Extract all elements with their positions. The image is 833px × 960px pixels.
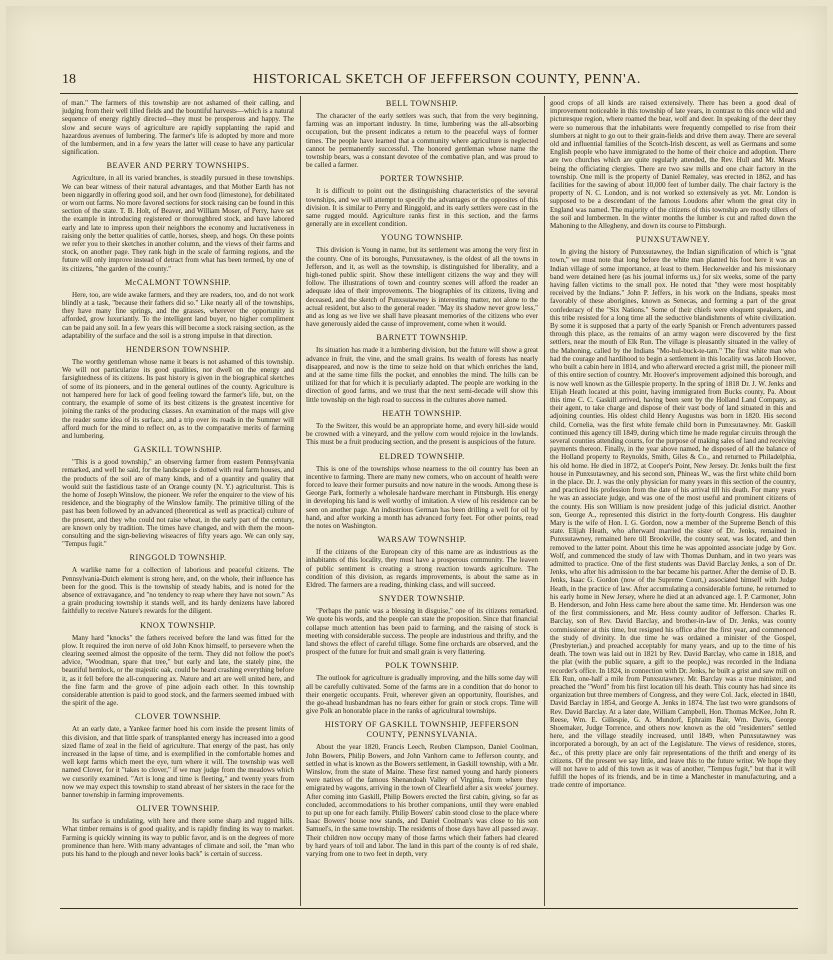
section-heading: RINGGOLD TOWNSHIP. (129, 553, 227, 563)
section-heading: McCALMONT TOWNSHIP. (125, 277, 231, 287)
section-heading: CLOVER TOWNSHIP. (135, 712, 221, 722)
paragraph: A warlike name for a collection of laborious and peaceful citizens. The Pennsylvania-Dutch element is strong here, and, on the whole, their influence has been for the good. This is the township of steady habits, and is noted for the absence of extravagance, and "no tendency to reap where they have not sown." As a grain producing township it stands well, and its hardy denizens have labored faithfully to receive Nature's rewards for the diligent. (62, 566, 294, 616)
section-heading: HEATH TOWNSHIP. (382, 408, 462, 418)
paragraph: Agriculture, in all its varied branches, is steadily pursued in these townships. We can bear witness of their natural advantages, and that Mother Earth has not been niggardly in offering good soil, and her own food (limestone), for debilitated or worn out farms. No more favored sections for stock raising can be found in this section of the state. T. B. Holt, of Beaver, and William Moser, of Perry, have set the example in introducing registered or thoroughbred stock, and have labored early and late to impress upon their neighbors the economy and lucrativeness in raising only the better qualities of cattle, horses, sheep, and hogs. On these points we refer you to their sketches in another column, and the views of their farms and stock, on another page. They rank high in the scale of farming regions, and the future will only improve instead of detract from what has been termed, by one of its citizens, "the garden of the county." (62, 174, 294, 273)
section-heading: BELL TOWNSHIP. (385, 99, 459, 108)
paragraph: To the Switzer, this would be an appropriate home, and every hill-side would be crowned with a vineyard, and the yellow corn would rejoice in the lowlands. This must be a fruit producing section, and the present is auspicious of the future. (306, 421, 538, 447)
column-2 (306, 99, 538, 905)
section-heading: HISTORY OF GASKILL TOWNSHIP, JEFFERSON COUNTY, PENNSYLVANIA. (324, 720, 520, 740)
paragraph: It is difficult to point out the distinguishing characteristics of the several townships, and we will attempt to specify the advantages or the opposites of this division. It is similar to Perry and Ringgold, and its early settlers were cast in the same rugged mould. Agriculture ranks first in this section, and the farms generally are in excellent condition. (306, 187, 538, 229)
section-heading: SNYDER TOWNSHIP. (379, 594, 465, 604)
paragraph: At an early date, a Yankee farmer hoed his corn inside the present limits of this division, and that little spark of transplanted energy has increased into a good sized flame of zeal in the field of agriculture. That energy of the past, has only increased in the lapse of time, and is exemplified in the comfortable homes and well kept farms which meet the eye, turn where it will. The township was well named Clover, for it "takes to clover," if we may judge from the meadows which we cursorily examined. "Art is long and time is fleeting," and twenty years from now we may expect this township to stand abreast of her sisters in the race for the banner township in farming improvements. (62, 725, 294, 800)
paragraph: The character of the early settlers was such, that from the very beginning, farming was an important industry. In time, lumbering was the all-absorbing occupation, but the present indicates a return to the peaceful ways of former times. The people have learned that a community where agriculture is neglected cannot be permanently successful. The honored gentleman whose name the township bears, was a constant devotee of the combative plan, and was proud to be called a farmer. (306, 112, 538, 170)
paragraph: This is one of the townships whose nearness to the oil country has been an incentive to farming. There are many new comers, who on account of health were forced to leave their former pursuits and now nature in the woods. Among these is George Park, formerly a wholesale hardware merchant in Pittsburgh. His energy in developing his land is well worthy of imitation. A view of his residence can be seen on another page. An industrious German has been drilling a well for oil by hand, and after working a month has advanced forty feet. For other points, read the notes on Washington. (306, 464, 538, 530)
footer-rule (60, 908, 798, 909)
section-heading: OLIVER TOWNSHIP. (136, 804, 220, 814)
section-heading: PORTER TOWNSHIP. (379, 174, 465, 184)
header-rule (60, 93, 798, 94)
section-heading: POLK TOWNSHIP. (385, 661, 459, 671)
paragraph: good crops of all kinds are raised extensively. There has been a good deal of improvement noticeable in this township of late years, in contrast to this once wild and picturesque region, where roamed the bear, wolf and deer. In speaking of the deer they were so numerous that the inhabitants were frequently compelled to rise from their slumbers at night to go out to their grain-fields and drive them away. There are several old and influential families of the Scotch-Irish descent, as well as Germans and some English people who have immigrated to the home of their choice and adoption. There are two churches which are quite regularly attended, the Rev. Hull and Mr. Mears being the officiating clergies. There are two saw mills and one chair factory in the township. One mill is the property of Daniel Remaley, was erected in 1862, and has facilities for the sawing of about 10,000 feet of lumber daily. The chair factory is the property of N. C. London, and is not worked so extensively as yet. Mr. London is supposed to be a descendant of the famous Loudons after whom the great city in England was named. The majority of the citizens of this township are mostly tillers of the soil and lumbermen. In the winter months the lumber is cut and rafted down the Mahoning to the Allegheny, and down its course to Pittsburgh. (550, 99, 796, 231)
section-heading: YOUNG TOWNSHIP. (380, 233, 464, 243)
section-heading: BARNETT TOWNSHIP. (376, 333, 468, 343)
running-title: HISTORICAL SKETCH OF JEFFERSON COUNTY, PENN'A. (252, 72, 642, 87)
paragraph: "This is a good township," an observing farmer from eastern Pennsylvania remarked, and well he said, for the landscape is dotted with real farm houses, and the products of the soil are of many kinds, and of a quantity and quality that would suit the fastidious taste of an Orange county (N. Y.) agriculturist. This is the home of Joseph Winslow, the pioneer. We refer the enquirer to the view of his residence, and the biography of the Winslow family. The primitive tilling of the past has been followed by an advanced (theoretical as well as practical) culture of the present, and they who could not raise wheat, in the early part of the century, are known only by tradition. The times have changed, and with them the moon-consulting and the sign-believing wiseacres of fifty years ago. We can only say, "Tempus fugit." (62, 458, 294, 549)
paragraph: If the citizens of the European city of this name are as industrious as the inhabitants of this locality, they must have a prosperous community. The leaven of public sentiment is creating a strong reaction towards agriculture. The condition of this division, as regards improvements, is about the same as in Eldred. The farmers are a reading, thinking class, and will succeed. (306, 548, 538, 589)
column-divider-2 (544, 96, 545, 906)
section-heading: PUNXSUTAWNEY. (635, 235, 711, 245)
section-heading: KNOX TOWNSHIP. (140, 620, 216, 630)
paragraph: Its surface is undulating, with here and there some sharp and rugged hills. What timber remains is of good quality, and is rapidly finding its way to market. Farming is quickly winning its way to public favor, and is on the degrees of more prominence than here. With many advantages of climate and soil, the "man who puts his hand to the plough and never looks back" is certain of success. (62, 817, 294, 859)
paragraph: Here, too, are wide awake farmers, and they are readers, too, and do not work blindly at a task, "because their fathers did so." Like nearly all of the townships, they have many fine springs, and the grasses, wherever the opportunity is afforded, grow luxuriantly. To the intelligent land buyer, no higher compliment can be paid any soil. In a few years this will become a stock raising section, as the adaptability of the surface and the soil is a strong impulse in that direction. (62, 290, 294, 340)
section-heading: ELDRED TOWNSHIP. (379, 451, 465, 461)
paragraph: of man." The farmers of this township are not ashamed of their calling, and judging from their well tilled fields and the bountiful harvests—which is a natural sequence of energy rightly directed—they must be prosperous and happy. The slow and secure ways of agriculture are rapidly supplanting the rapid and hazardous avenues of lumbering. The farmer's life is adopted by more and more of the lumbermen, and in a few years the latter will cease to have any particular signification. (62, 99, 294, 157)
column-divider-1 (300, 96, 301, 906)
paragraph: Its situation has made it a lumbering division, but the future will show a great advance in fruit, the vine, and the small grains. Its wealth of forests has nearly disappeared, and now is the time to seize hold on that which enriches the land, and at the same time fills the pocket, and ennobles the mind. The hills can be utilized for that for which it is peculiarly adapted. The people are working in the direction of good farms, and we trust that the next semi-decade will show this little township on the high road to success in the cultures above named. (306, 346, 538, 404)
paragraph: In giving the history of Punxsutawney, the Indian signification of which is "gnat town," we must note that long before the white man planted his foot here it was an Indian village of some importance, at least to them. Heckewelder and his missionary band were detained here (as his journal informs us,) for six weeks, some of the party having fallen victims to the small pox. He noted that "they were most hospitably received by the Indians." John P. Jeffers, in his work on the Indians, speaks most favorably of these aborigines, known as Senecas, and forming a part of the great confederacy of the "Six Nations." Some of their chiefs were eloquent speakers, and this tribe resisted for a long time all the seductive blandishments of white civilization. By some it is supposed that a party of the early Spanish or French adventurers passed through this place, as the remains of an army wagon were discovered by the first settlers, near the mouth of Elk Run. The village is pleasantly situated in the valley of the Mahoning, called by the Indians "Mo-hul-buck-te-tam." The first white man who had the courage and hardihood to begin a settlement in this locality was Jacob Hoover, who built a cabin here in 1814, and who afterward erected a grist mill, the pioneer mill of this entire section of country. Mr. Hoover's improvement adjoined this borough, and is now well known as the Gillespie property. In the spring of 1818 Dr. J. W. Jenks and Elijah Heath located at this point, having immigrated from Bucks county, Pa. About this time C. C. Gaskill arrived, having been sent by the Holland Land Company, as their agent, to take charge and dispose of their vast body of land situated in this and adjoining counties. His oldest child Henry Augustus was born in 1820. His second child, Cornelia, was the first white female child born in Punxsutawney. Mr. Gaskill continued this agency till 1849, during which time he made regular circuits through the several counties attending courts, for the purpose of making sales of land and receiving payments thereon. Finally, in the year above named, he disposed of all the balance of the Holland property to Reynolds, Smith, Giles & Co., and returned to Philadelphia, his old home. He died in 1872, at Cooper's Point, New Jersey. Dr. Jenks built the first house in Punxsutawney, and his second son, Phineas W., was the first white child born in the place. Dr. J. was the only physician for many years in this section of the country, and practiced his profession from the date of his arrival till his death. For many years he was an associate judge, and was one of the most useful and prominent citizens of the county. His son William is now president judge of this judicial district. Another son, George A., represented this district in the forty-fourth Congress. His daughter Mary is the wife of Hon. I. G. Gordon, now a member of the Supreme Bench of this state. Elijah Heath, who afterward married the sister of Dr. Jenks, remained in Punxsutawney, remained here till Brookville, the county seat, was located, and then removed to the latter point. About this time he was appointed associate judge by Gov. Wolf, and commenced the study of law with Thomas Dunham, and in two years was admitted to practice. One of the first students was David Barclay Jenks, a son of Dr. Jenks, who after his admission to the bar became his partner. After the demise of D. B. Jenks, Isaac G. Gordon (now of the Supreme Court,) associated himself with Judge Heath, in the practice of law. After accumulating a considerable fortune, he returned to his early home in New Jersey, where he died at an advanced age. I. P. Carmoner, John B. Henderson, and John Hess came here about the same time. Mr. Henderson was one of the first commissioners, and Mr. Hess county auditor of Jefferson. Charles R. Barclay, son of Rev. David Barclay, and brother-in-law of Dr. Jenks, was county commissioner at this time, but resigned his office after the first year, and commenced the study of divinity. In due time he was ordained a minister of the Gospel, (Presbyterian,) and preached acceptably for many years, and up to the time of his death. The town was laid out in 1821 by Rev. David Barclay, who came in 1818, and the plat (with the public square, a gift to the people,) was recorded in the Indiana recorder's office. In 1824, in connection with Dr. Jenks, he built a grist and saw mill on Elk Run, one-half a mile from Punxsutawney. Mr. Barclay was a true minister, and preached the "Word" from his first location till his death. This county has had since its organization but three members of Congress, and they were Col. Jack, elected in 1840, David Barclay in 1854, and George A. Jenks in 1874. The last two were grandsons of Rev. David Barclay. At a later date, William Campbell, Hon. Thomas McKee, John R. Reese, Wm. E. Gillespie, G. A. Mundorf, Ephraim Bair, Wm. Davis, George Shoemaker, Judge Torrence, and others now known as the old "residenters" settled here, and the village steadily increased, until 1849, when Punxsutawney was incorporated a borough, by an act of the Legislature. The views of residence, stores, &c., of this pretty place are only fair representations of the thrift and energy of its citizens. Of the present we say little, and leave this to the future writer. We hope they will not have to add of this town as it was of another, "Tempus fugit," but that it will fulfill the hopes of its friends, and be in time a Manchester in manufacturing, and a trade centre of importance. (550, 248, 796, 790)
paragraph: Many hard "knocks" the fathers received before the land was fitted for the plow. It required the iron nerve of old John Knox himself, to persevere when the clearing seemed almost the opposite of the term. They did not follow the poet's advice, "Woodman, spare that tree," but early and late, the stately pine, the beautiful hemlock, or the majestic oak, could be heard crashing everything before it, as it fell before the all-conquering ax. Nature and art are well united here, and the fine farm and the grove of pine adjoin each other. In this township considerable attention is paid to good stock, and the farmers seemed imbued with the spirit of the age. (62, 633, 294, 708)
section-heading: GASKILL TOWNSHIP. (133, 445, 223, 455)
page-header (62, 70, 796, 90)
section-heading: HENDERSON TOWNSHIP. (125, 345, 231, 355)
paragraph: About the year 1820, Francis Leech, Reuben Clampson, Daniel Coolman, John Bowers, Philip Bowers, and John Vanhorn came to Jefferson county, and settled in what is known as the Bowers settlement, in Gaskill township, with a Mr. Winslow, from the state of Maine. These first named young and hardy pioneers were natives of the famous Shenandoah Valley of Virginia, from where they emigrated by wagons, arriving in the town of Clearfield after a six weeks' journey. After coming into Gaskill, Philip Bowers erected the first cabin, giving, so far as concluded, accommodations to his brother companions, until they were enabled to put up one for each family. Philip Bowers' cabin stood close to the place where Isaac Bowers' house now stands, and Daniel Coolman's was close to his son Samuel's, in the same township. The residents of those days have all passed away. Their children now occupy many of those farms which their fathers had cleared by hard years of toil and labor. The land in this part of the county is of red shale, varying from one to two feet in depth, very (306, 743, 538, 859)
page-number: 18 (62, 72, 76, 87)
section-heading: WARSAW TOWNSHIP. (377, 535, 467, 545)
section-heading: BEAVER AND PERRY TOWNSHIPS. (106, 161, 250, 171)
column-1 (62, 99, 294, 905)
paragraph: "Perhaps the panic was a blessing in disguise," one of its citizens remarked. We quote his words, and the people can state the proposition. Since that financial collapse much attention has been paid to farming, and the raising of stock is meeting with considerable success. The people are industrious and thrifty, and the land shows the effect of careful tillage. Some fine orchards are observed, and the prospect of the future for fruit and small grain is very flattering. (306, 607, 538, 657)
paragraph: The outlook for agriculture is gradually improving, and the hills some day will all be carefully cultivated. Some of the farms are in a condition that do honor to their energetic occupants. Fruit, wherever given an opportunity, flourishes, and the go-ahead husbandman has no fears either for grain or stock crops. Time will give Polk an honorable place in the ranks of agricultural townships. (306, 674, 538, 716)
paragraph: This division is Young in name, but its settlement was among the very first in the county. One of its boroughs, Punxsutawney, is the oldest of all the towns in Jefferson, and it, as well as the township, is distinguished for liberality, and a high-toned public spirit. Show these intelligent citizens the way and they will follow. The illustrations of town and country scenes will afford the reader an adequate idea of their improvements. The biographies of its citizens, living and deceased, and the sketch of Punxsutawney is interesting matter, not alone to the actual resident, but also to the general reader. "May its shadow never grow less," and as long as we live we shall have pleasant memories of the citizens who ever have generously aided the cause of improvement, come when it would. (306, 246, 538, 329)
paragraph: The worthy gentleman whose name it bears is not ashamed of this township. We will not particularize its good qualities, nor dwell on the energy and farsightedness of its citizens. Its past history is given in the biographical sketches of some of its pioneers, and in the general outlines of the county. Agriculture is not hampered here for lack of good feeling toward the farmer's life, but, on the contrary, the example of some of its best citizens is the greatest incentive for joining the ranks of the producing classes. An examination of the maps will give the reader some idea of its surface, and a trip over its roads in the Summer will afford much for the mind to reflect on, as to the comparative merits of farming and lumbering. (62, 358, 294, 440)
column-3 (550, 99, 796, 905)
